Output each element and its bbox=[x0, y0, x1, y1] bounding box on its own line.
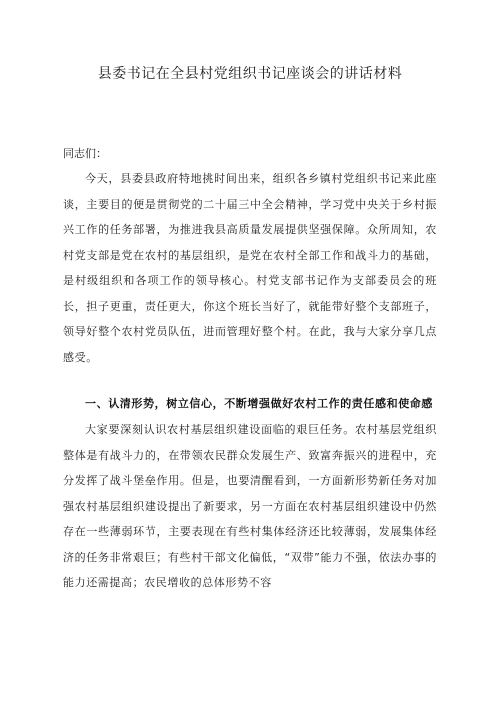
paragraph-opening: 今天，县委县政府特地挑时间出来，组织各乡镇村党组织书记来此座谈，主要目的便是贯彻党的二十届三中全会精神，学习党中央关于乡村振兴工作的任务部署，为推进我县高质量发展提供坚强保障。众所周知，农村党支部是党在农村的基层组织，是党在农村全部工作和战斗力的基础，是村级组织和各项工作的领导核心。村党支部书记作为支部委员会的班长，担子更重，责任更大，你这个班长当好了，就能带好整个支部班子，领导好整个农村党员队伍，进而管理好整个村。在此，我与大家分享几点感受。 bbox=[63, 172, 437, 364]
paragraph-section-1: 大家要深刻认识农村基层组织建设面临的艰巨任务。农村基层党组织整体是有战斗力的，在带领农民群众发展生产、致富奔振兴的进程中，充分发挥了战斗堡垒作用。但是，也要清醒看到，一方面新形势新任务对加强农村基层组织建设提出了新要求，另一方面在农村基层组织建设中仍然存在一些薄弱环节，主要表现在有些村集体经济还比较薄弱，发展集体经济的任务非常艰巨；有些村干部文化偏低，“双带”能力不强，依法办事的能力还需提高；农民增收的总体形势不容 bbox=[63, 423, 437, 589]
greeting: 同志们： bbox=[63, 147, 107, 160]
section-heading-1: 一、认清形势，树立信心，不断增强做好农村工作的责任感和使命感 bbox=[85, 397, 433, 410]
document-title: 县委书记在全县村党组织书记座谈会的讲话材料 bbox=[97, 66, 403, 82]
